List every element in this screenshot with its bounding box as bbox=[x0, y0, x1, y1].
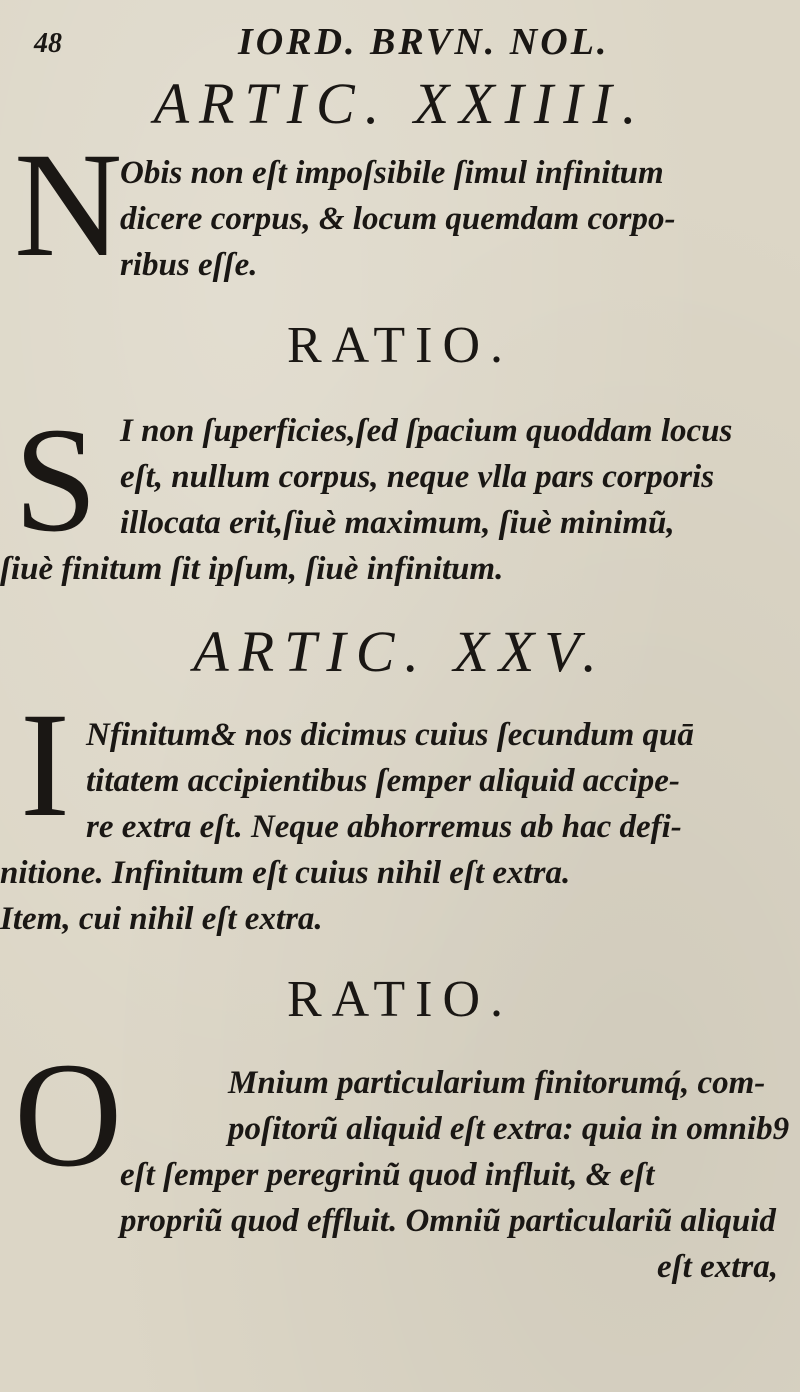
article-25-line-2: titatem accipientibus ſemper aliquid accipe- bbox=[86, 763, 680, 799]
article-24-line-1: Obis non eſt impoſsibile ſimul infinitum bbox=[120, 155, 664, 191]
ratio-2-line-1: Mnium particularium finitorumq́, com- bbox=[228, 1065, 766, 1101]
ratio-2-line-3: eſt ſemper peregrinũ quod influit, & eſt bbox=[120, 1157, 655, 1193]
article-25-line-5: Item, cui nihil eſt extra. bbox=[0, 901, 323, 937]
ratio-2-heading: RATIO. bbox=[286, 971, 514, 1028]
page-number: 48 bbox=[34, 28, 62, 59]
ratio-2-line-2: poſitorũ aliquid eſt extra: quia in omnib9 bbox=[228, 1111, 790, 1147]
ratio-1-line-4: ſiuè finitum ſit ipſum, ſiuè infinitum. bbox=[0, 551, 504, 587]
ratio-1-line-3: illocata erit,ſiuè maximum, ſiuè minimũ, bbox=[120, 505, 675, 541]
ratio-2-text bbox=[120, 1060, 800, 1290]
article-25-heading: ARTIC. XXV. bbox=[193, 619, 607, 684]
ratio-1-line-2: eſt, nullum corpus, neque vlla pars corporis bbox=[120, 459, 715, 495]
article-24-text bbox=[120, 150, 800, 288]
ratio-2-drop-cap: O bbox=[14, 1032, 123, 1198]
ratio-1-heading: RATIO. bbox=[286, 317, 514, 374]
ratio-1-text bbox=[0, 408, 800, 592]
article-24-line-3: ribus eſſe. bbox=[120, 247, 258, 283]
ratio-1-line-1: I non ſuperficies,ſed ſpacium quoddam locus bbox=[120, 413, 733, 449]
article-25-text bbox=[0, 712, 800, 942]
article-25-line-1: Nfinitum& nos dicimus cuius ſecundum quā bbox=[86, 717, 694, 753]
ratio-2-line-4: propriũ quod effluit. Omniũ particulariũ aliquid bbox=[120, 1203, 776, 1239]
ratio-2-line-5: eſt extra, bbox=[657, 1249, 778, 1285]
ratio-1-drop-cap: S bbox=[14, 397, 98, 563]
article-25-drop-cap: I bbox=[20, 682, 70, 848]
article-24-drop-cap: N bbox=[14, 122, 123, 288]
article-24-heading: ARTIC. XXIIII. bbox=[153, 71, 647, 136]
running-head bbox=[0, 14, 800, 64]
article-24-line-2: dicere corpus, & locum quemdam corpo- bbox=[120, 201, 676, 237]
running-head-title: IORD. BRVN. NOL. bbox=[238, 21, 610, 63]
article-25-line-4: nitione. Infinitum eſt cuius nihil eſt extra. bbox=[0, 855, 571, 891]
article-25-line-3: re extra eſt. Neque abhorremus ab hac defi- bbox=[86, 809, 682, 845]
